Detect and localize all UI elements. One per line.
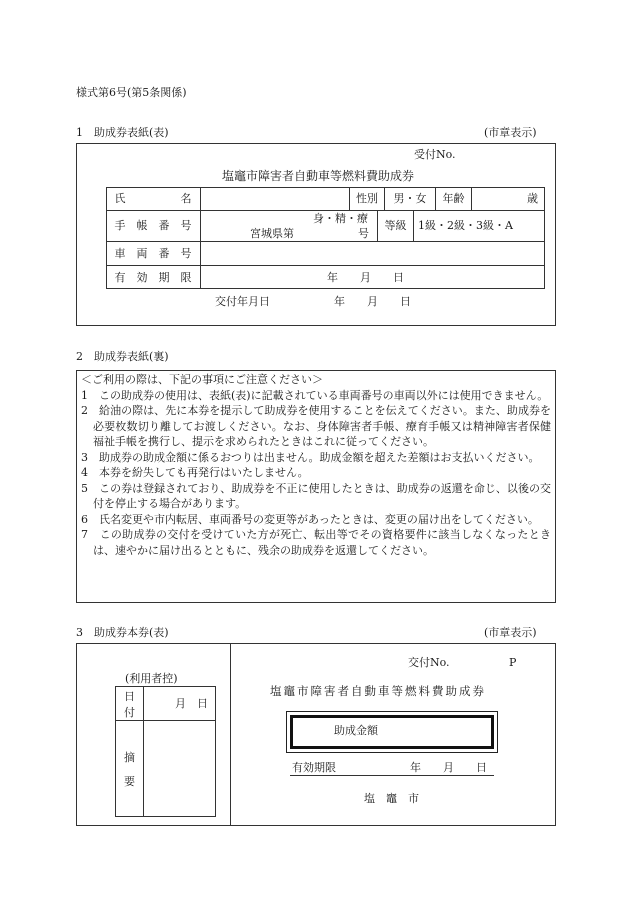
age-label: 年齢 xyxy=(442,192,465,205)
stub-date-value: 月 日 xyxy=(175,697,208,710)
form-number: 様式第6号(第5条関係) xyxy=(76,86,187,99)
section1-seal-note: (市章表示) xyxy=(484,126,537,139)
stub-memo-label-2: 要 xyxy=(124,775,135,788)
note-item: 4 本券を紛失しても再発行はいたしません。 xyxy=(81,466,309,479)
validity-label: 有 効 期 限 xyxy=(114,271,192,284)
table-rule xyxy=(384,187,385,210)
table-rule xyxy=(435,187,436,210)
age-unit: 歳 xyxy=(527,192,538,205)
note-item: 6 氏名変更や市内転居、車両番号の変更等があったときは、変更の届け出をしてください。 xyxy=(81,512,539,526)
table-rule xyxy=(106,265,545,266)
stub-date-label-1: 日 xyxy=(124,690,135,703)
amount-label: 助成金額 xyxy=(334,724,378,737)
ticket-receipt-no: 交付No. xyxy=(408,656,450,669)
note-item: 7 この助成券の交付を受けていた方が死亡、転出等でその資格要件に該当しなくなったときは、速やかに届け出るとともに、残余の助成券を返還してください。 xyxy=(81,528,551,557)
issue-date-label: 交付年月日 xyxy=(215,295,270,308)
gender-value: 男・女 xyxy=(393,192,427,205)
table-rule xyxy=(200,187,201,289)
validity-underline xyxy=(290,775,494,776)
cover-receipt-no: 受付No. xyxy=(414,148,456,161)
table-rule xyxy=(471,187,472,210)
section2-heading: 2 助成券表紙(裏) xyxy=(76,350,169,363)
cover-title: 塩竈市障害者自動車等燃料費助成券 xyxy=(222,169,415,183)
grade-values: 1級・2級・3級・A xyxy=(418,219,513,232)
stub-rule xyxy=(143,686,144,817)
note-item: 3 助成券の助成金額に係るおつりは出ません。助成金額を超えた差額はお支払いください。 xyxy=(81,450,540,464)
ticket-validity-date: 年 月 日 xyxy=(410,761,487,774)
notebook-number-label: 手 帳 番 号 xyxy=(114,219,192,232)
issue-date: 年 月 日 xyxy=(334,295,411,308)
section1-heading: 1 助成券表紙(表) xyxy=(76,126,169,139)
amount-box xyxy=(290,715,494,749)
table-rule xyxy=(349,187,350,210)
note-item: 1 この助成券の使用は、表紙(表)に記載されている車両番号の車両以外には使用できません。 xyxy=(81,388,549,402)
section3-seal-note: (市章表示) xyxy=(484,626,537,639)
name-label: 氏 名 xyxy=(114,192,192,205)
issuer-name: 塩 竈 市 xyxy=(364,792,419,805)
vehicle-number-label: 車 両 番 号 xyxy=(114,247,192,260)
notebook-types: 身・精・療 xyxy=(313,212,368,225)
usage-notes-box xyxy=(76,370,556,603)
validity-date: 年 月 日 xyxy=(327,271,404,284)
ticket-page-p: P xyxy=(509,656,517,669)
stub-memo-label-1: 摘 xyxy=(124,751,135,764)
ticket-perforation-line xyxy=(230,643,231,826)
table-rule xyxy=(377,210,378,241)
gender-label: 性別 xyxy=(356,192,378,205)
ticket-validity-label: 有効期限 xyxy=(292,761,336,774)
grade-label: 等級 xyxy=(384,219,407,232)
note-item: 2 給油の際は、先に本券を提示して助成券を使用することを伝えてください。また、助成券を必要枚数切り離してお渡しください。なお、身体障害者手帳、療育手帳又は精神障害者保健福祉手帳を携行し、提示を求められたときはこれに従ってください。 xyxy=(81,404,551,448)
stub-rule xyxy=(115,720,216,721)
section3-heading: 3 助成券本券(表) xyxy=(76,626,169,639)
notebook-prefecture: 宮城県第 xyxy=(250,227,294,240)
note-item: 5 この券は登録されており、助成券を不正に使用したときは、助成券の返還を命じ、以後の交付を停止する場合があります。 xyxy=(81,481,551,510)
notebook-suffix: 号 xyxy=(358,227,369,240)
table-rule xyxy=(106,241,545,242)
ticket-title: 塩竈市障害者自動車等燃料費助成券 xyxy=(270,684,486,698)
table-rule xyxy=(413,210,414,241)
stub-title: (利用者控) xyxy=(125,672,178,685)
table-rule xyxy=(106,210,545,211)
notes-title: ＜ご利用の際は、下記の事項にご注意ください＞ xyxy=(81,373,323,386)
stub-date-label-2: 付 xyxy=(124,706,135,719)
